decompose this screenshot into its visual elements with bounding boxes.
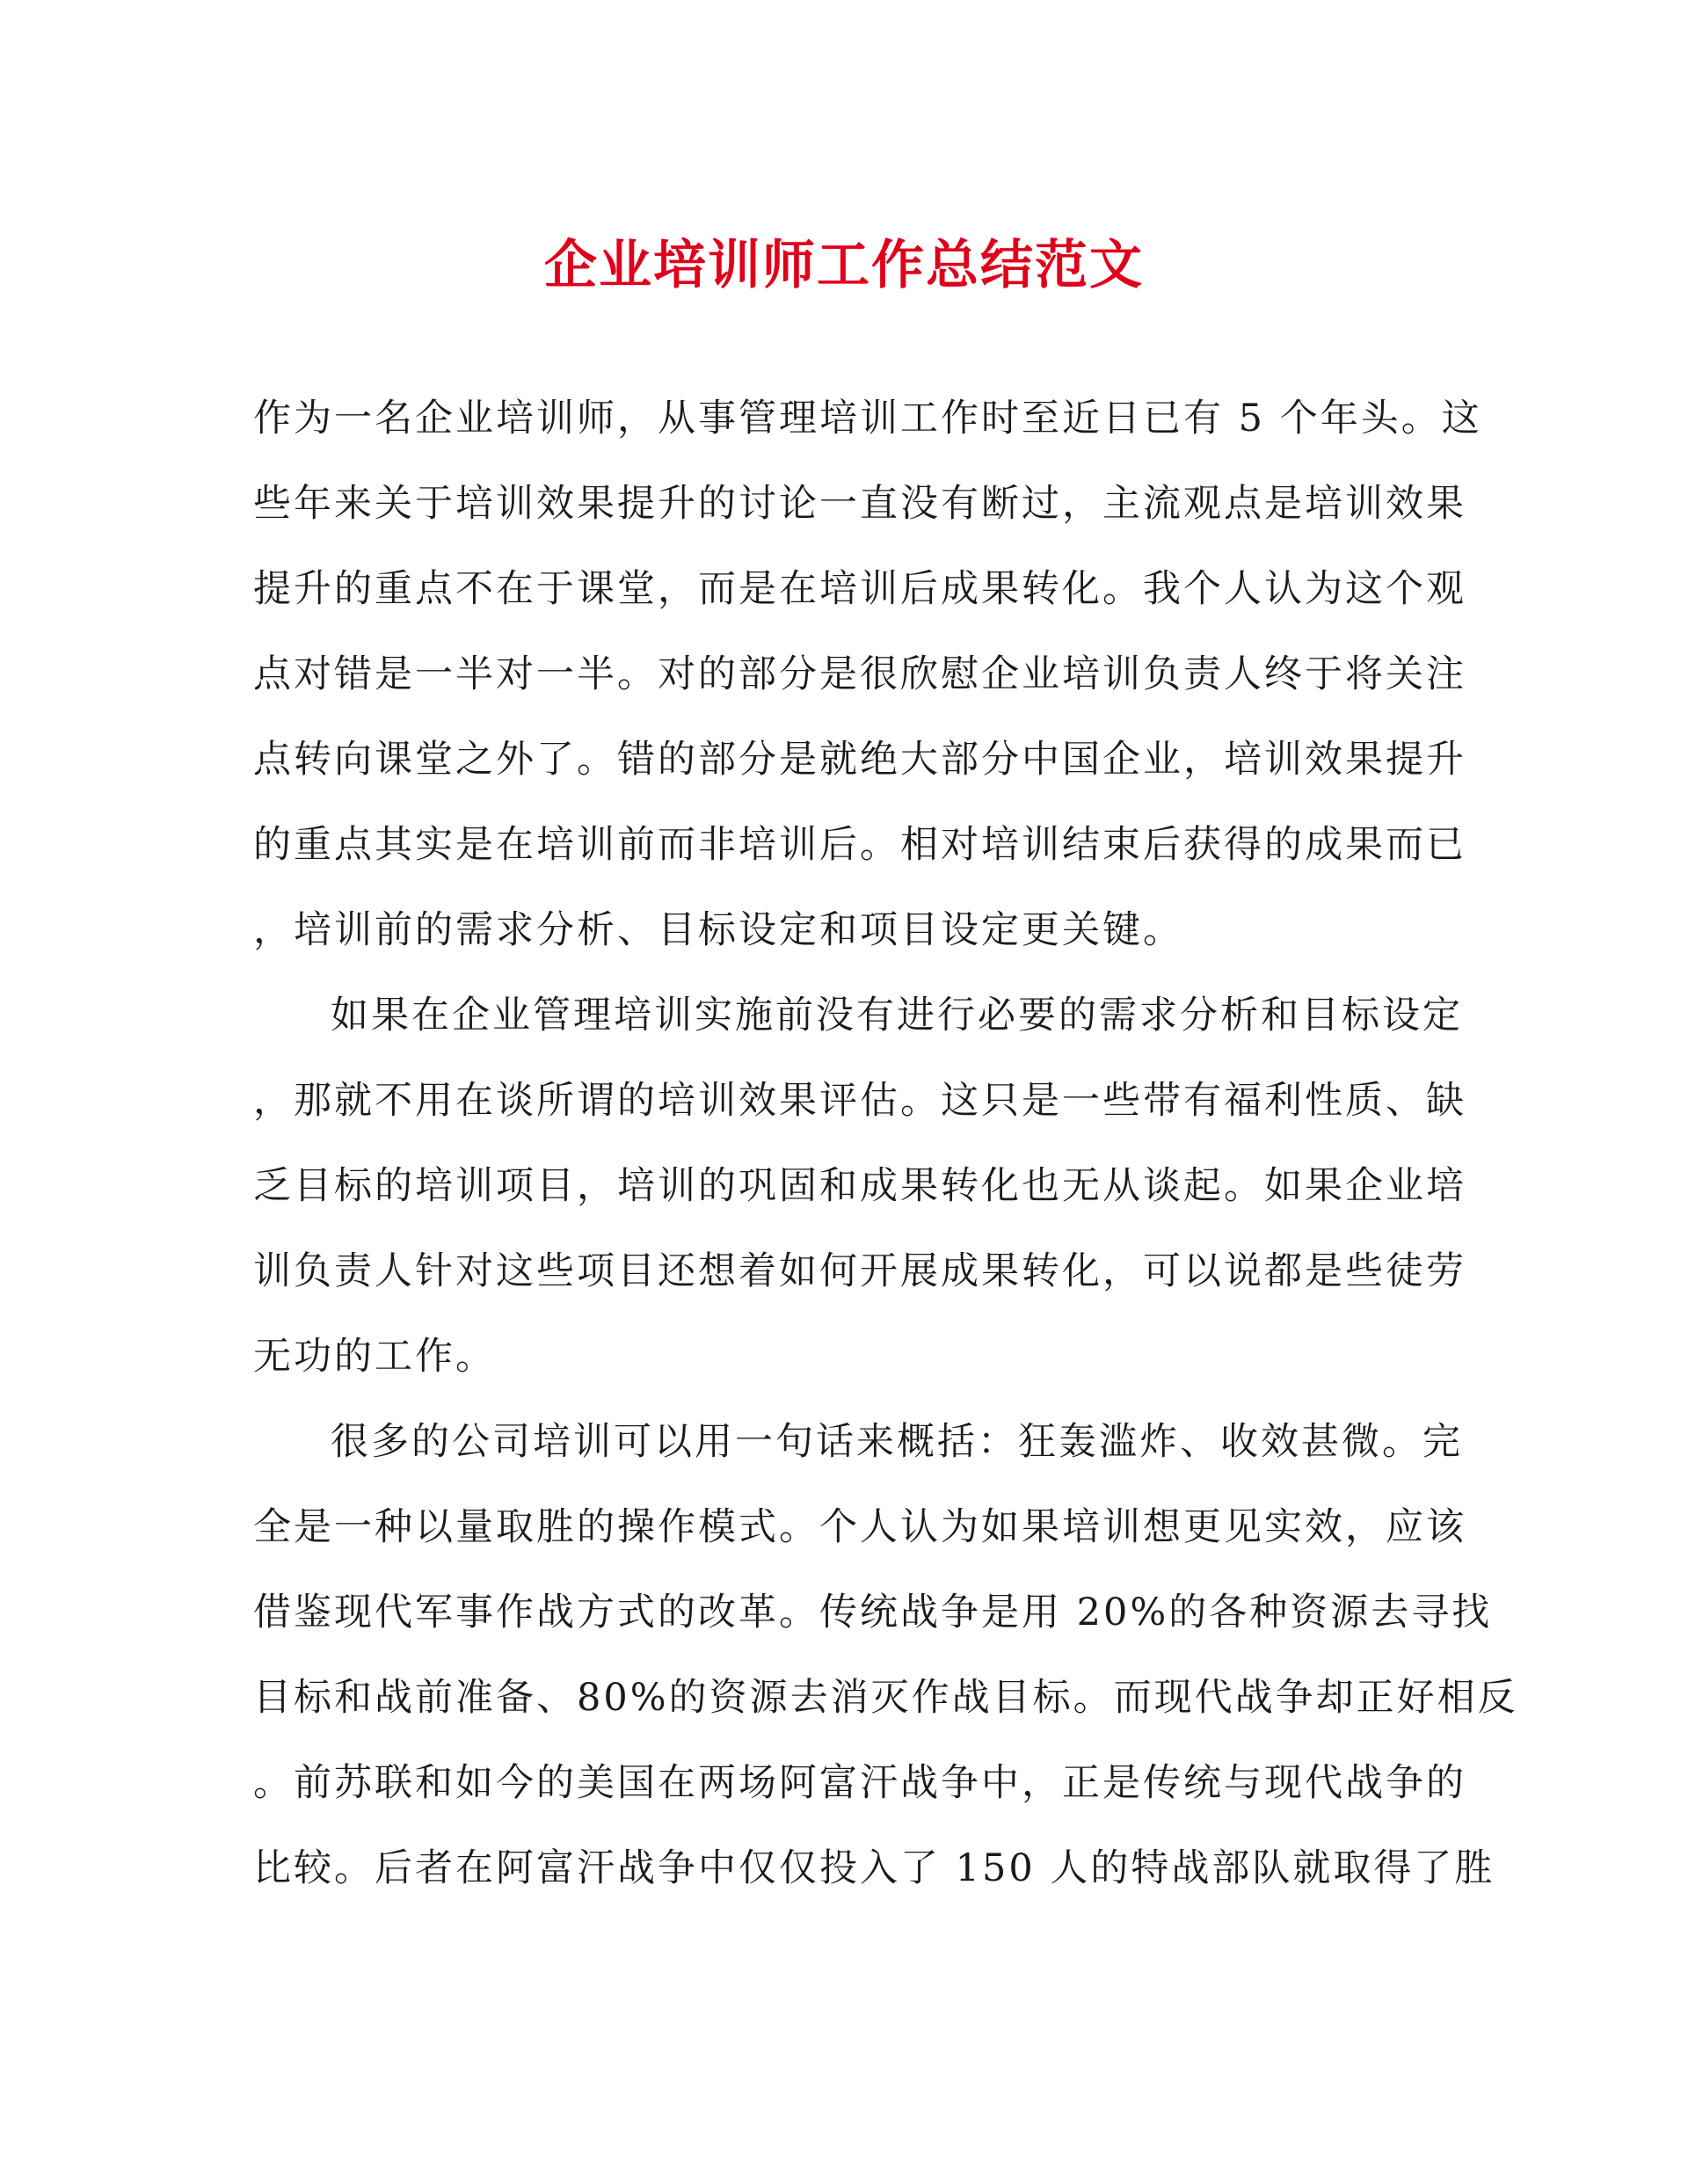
text-line: 比较。后者在阿富汗战争中仅仅投入了 150 人的特战部队就取得了胜	[253, 1846, 1495, 1890]
text-line: 借鉴现代军事作战方式的改革。传统战争是用 20%的各种资源去寻找	[253, 1591, 1493, 1634]
text-line: 的重点其实是在培训前而非培训后。相对培训结束后获得的成果而已	[253, 823, 1466, 867]
text-line: 如果在企业管理培训实施前没有进行必要的需求分析和目标设定	[331, 994, 1463, 1037]
text-line: 提升的重点不在于课堂，而是在培训后成果转化。我个人认为这个观	[253, 567, 1466, 611]
text-line: 很多的公司培训可以用一句话来概括：狂轰滥炸、收效甚微。完	[331, 1420, 1463, 1464]
text-line: 无功的工作。	[253, 1335, 496, 1379]
text-line: ，培训前的需求分析、目标设定和项目设定更关键。	[253, 908, 1183, 952]
text-line: 些年来关于培训效果提升的讨论一直没有断过，主流观点是培训效果	[253, 482, 1466, 526]
document-title: 企业培训师工作总结范文	[544, 235, 1144, 296]
text-line: ，那就不用在谈所谓的培训效果评估。这只是一些带有福利性质、缺	[253, 1079, 1466, 1123]
text-line: 乏目标的培训项目，培训的巩固和成果转化也无从谈起。如果企业培	[253, 1164, 1466, 1208]
text-line: 作为一名企业培训师，从事管理培训工作时至近日已有 5 个年头。这	[253, 397, 1482, 440]
text-line: 目标和战前准备、80%的资源去消灭作战目标。而现代战争却正好相反	[253, 1676, 1518, 1720]
text-line: 点对错是一半对一半。对的部分是很欣慰企业培训负责人终于将关注	[253, 652, 1466, 696]
text-line: 全是一种以量取胜的操作模式。个人认为如果培训想更见实效，应该	[253, 1505, 1466, 1549]
document-body	[253, 376, 1518, 1911]
text-line: 。前苏联和如今的美国在两场阿富汗战争中，正是传统与现代战争的	[253, 1761, 1466, 1805]
text-line: 训负责人针对这些项目还想着如何开展成果转化，可以说都是些徒劳	[253, 1249, 1466, 1293]
text-line: 点转向课堂之外了。错的部分是就绝大部分中国企业，培训效果提升	[253, 738, 1466, 782]
